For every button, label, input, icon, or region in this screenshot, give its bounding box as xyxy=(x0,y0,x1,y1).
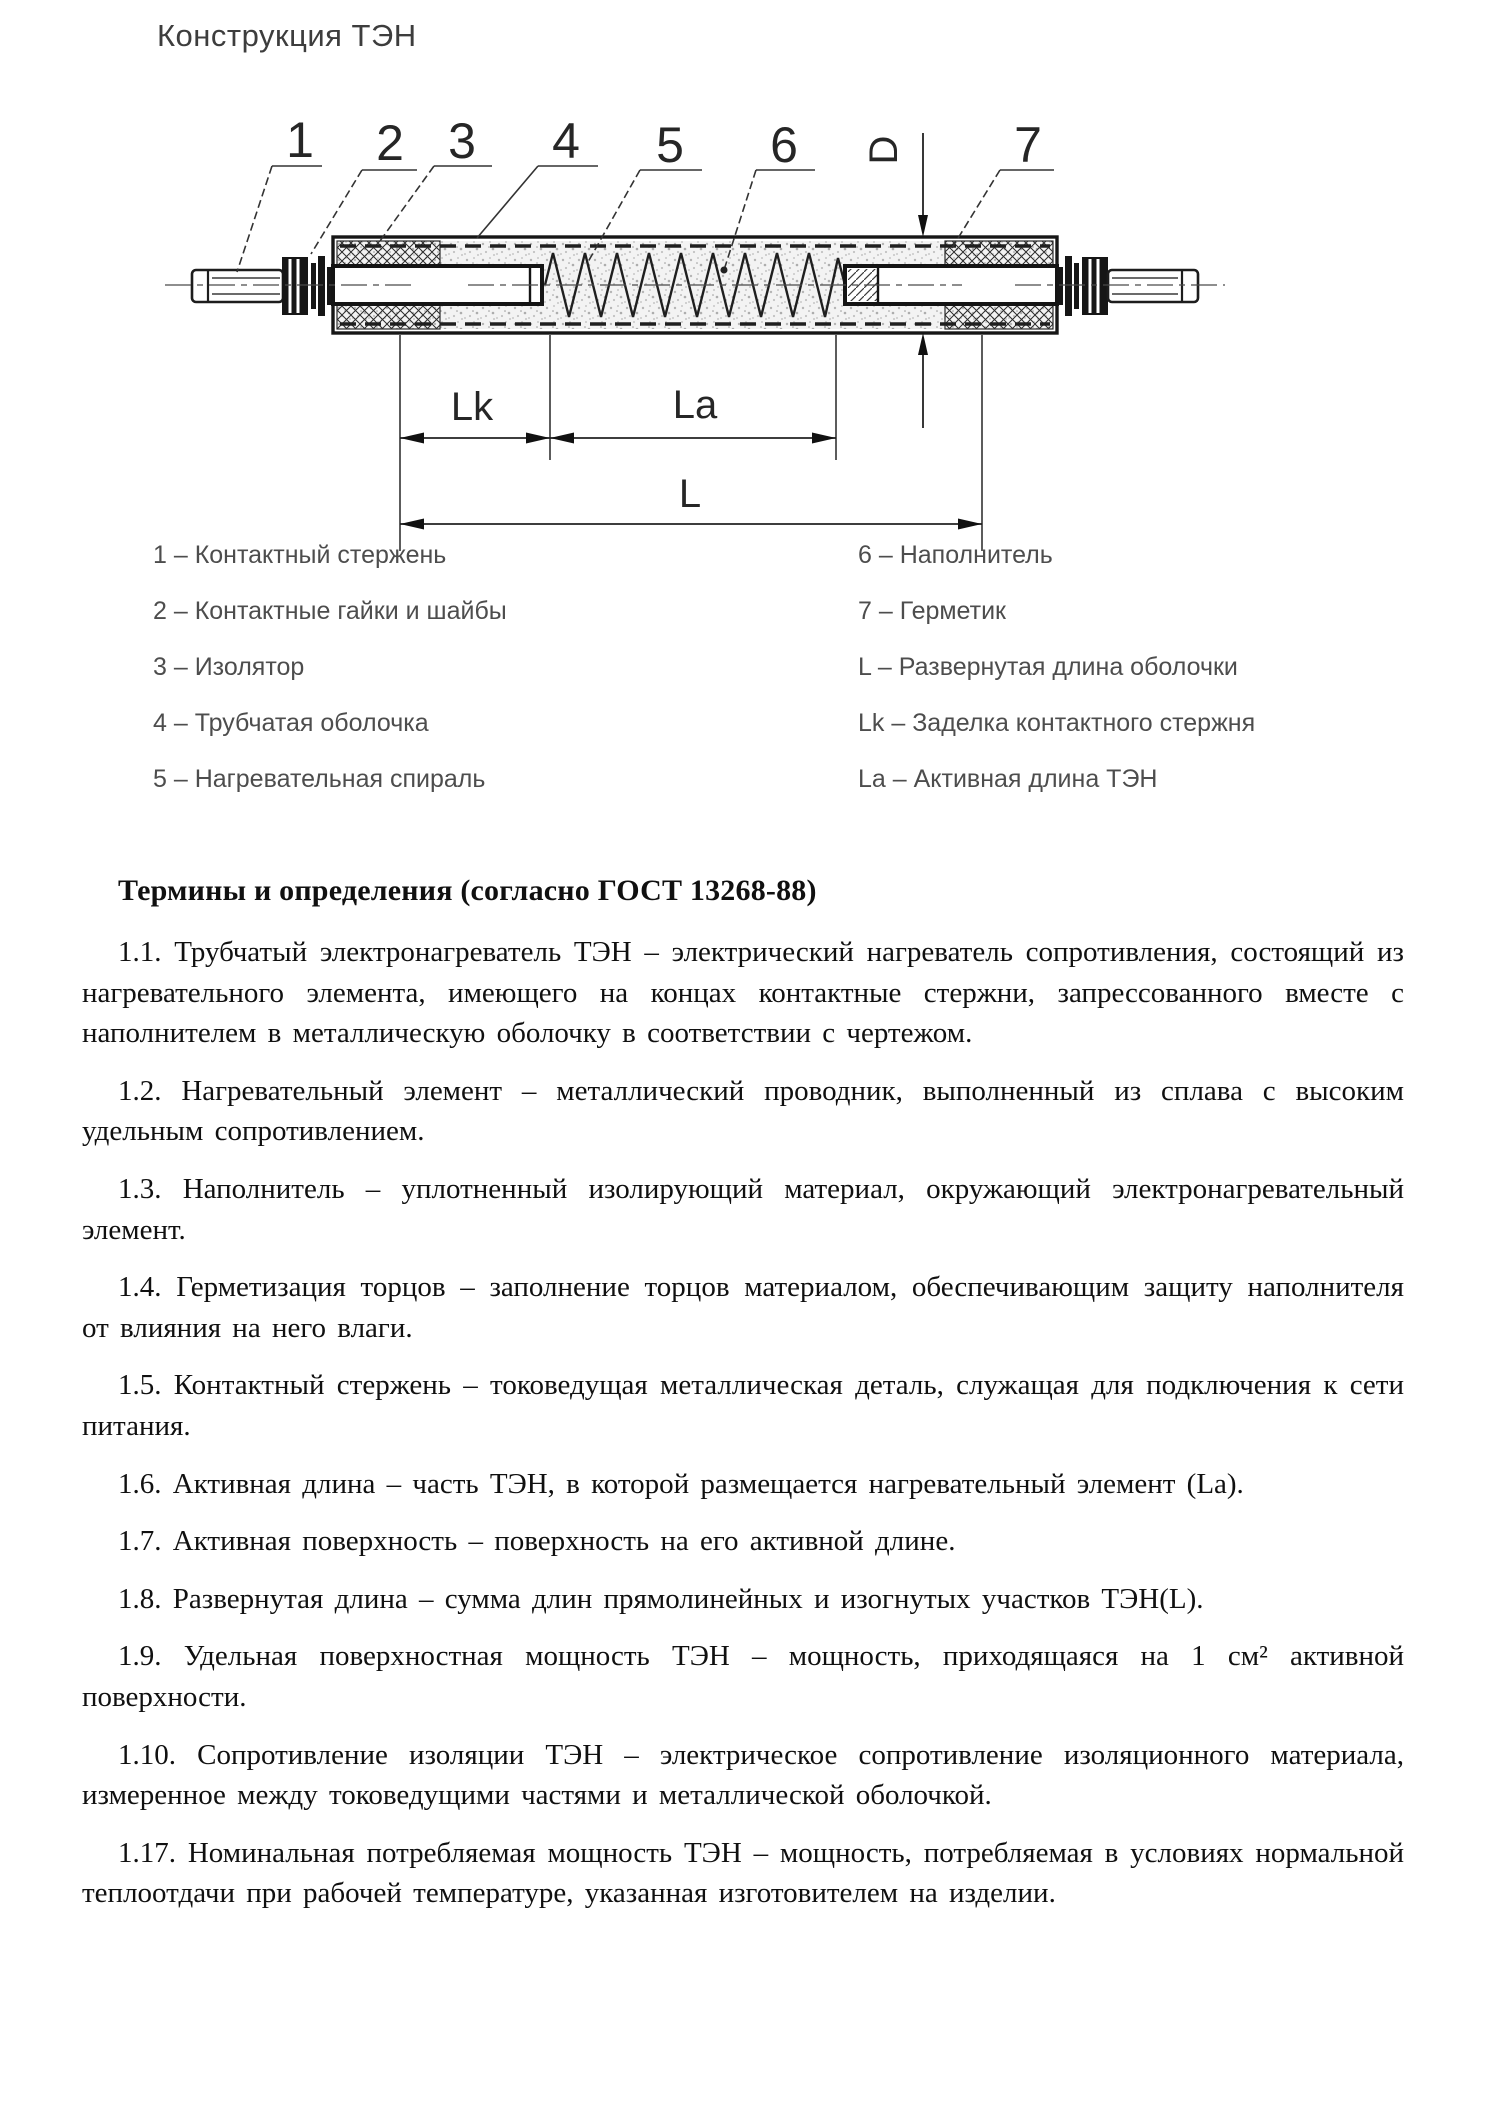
contact-nuts-left xyxy=(282,256,333,316)
term-paragraph-1-6: 1.6. Активная длина – часть ТЭН, в которой размещается нагревательный элемент (La). xyxy=(118,1467,1244,1500)
legend-item-L: L – Развернутая длина оболочки xyxy=(858,653,1238,681)
legend-item-4: 4 – Трубчатая оболочка xyxy=(153,709,429,737)
callout-3: 3 xyxy=(448,113,476,169)
callout-5: 5 xyxy=(656,117,684,173)
term-paragraph-1-2: 1.2. Нагревательный элемент – металлический проводник, выполненный из сплава с высоким удельным сопротивлением. xyxy=(82,1074,1404,1148)
legend-item-La: La – Активная длина ТЭН xyxy=(858,765,1158,793)
dimension-lk xyxy=(400,385,550,444)
leader-dot-6 xyxy=(721,267,728,274)
legend-item-2: 2 – Контактные гайки и шайбы xyxy=(153,597,507,625)
term-paragraph-1-5: 1.5. Контактный стержень – токоведущая металлическая деталь, служащая для подключения к сети питания. xyxy=(82,1369,1404,1442)
legend-item-5: 5 – Нагревательная спираль xyxy=(153,765,486,793)
term-paragraph-1-3: 1.3. Наполнитель – уплотненный изолирующий материал, окружающий электронагревательный элемент. xyxy=(82,1172,1404,1246)
diameter-label: D xyxy=(862,135,906,165)
la-label: La xyxy=(672,383,718,427)
term-paragraph-1-10: 1.10. Сопротивление изоляции ТЭН – электрическое сопротивление изоляционного материала, измеренное между токоведущими частями и металлической оболочкой. xyxy=(82,1738,1404,1812)
legend-item-Lk: Lk – Заделка контактного стержня xyxy=(858,709,1256,737)
term-paragraph-1-9: 1.9. Удельная поверхностная мощность ТЭН – мощность, приходящаяся на 1 см² активной поверхности. xyxy=(82,1640,1404,1713)
ten-drawing-container xyxy=(150,95,1270,565)
term-paragraph-1-7: 1.7. Активная поверхность – поверхность на его активной длине. xyxy=(118,1525,956,1558)
ten-construction-drawing xyxy=(150,95,1270,565)
terms-section xyxy=(82,874,1404,1931)
legend-item-1: 1 – Контактный стержень xyxy=(153,541,447,569)
dimension-la xyxy=(550,383,836,444)
legend-item-7: 7 – Герметик xyxy=(858,597,1006,625)
callout-4: 4 xyxy=(552,113,580,169)
callout-6: 6 xyxy=(770,117,798,173)
terms-heading: Термины и определения (согласно ГОСТ 13268-88) xyxy=(118,874,817,907)
contact-rod-left xyxy=(192,270,283,302)
callout-1: 1 xyxy=(286,112,314,168)
dimension-l xyxy=(400,472,982,530)
legend-item-6: 6 – Наполнитель xyxy=(858,541,1053,569)
l-label: L xyxy=(678,472,702,516)
callout-7: 7 xyxy=(1014,117,1042,173)
term-paragraph-1-17: 1.17. Номинальная потребляемая мощность ТЭН – мощность, потребляемая в условиях нормальной теплоотдачи при рабочей температуре, указанная изготовителем на изделии. xyxy=(82,1836,1404,1910)
extension-lines xyxy=(400,335,982,551)
legend-item-3: 3 – Изолятор xyxy=(153,653,305,681)
term-paragraph-1-4: 1.4. Герметизация торцов – заполнение торцов материалом, обеспечивающим защиту наполнителя от влияния на него влаги. xyxy=(82,1271,1404,1344)
term-paragraph-1-8: 1.8. Развернутая длина – сумма длин прямолинейных и изогнутых участков ТЭН(L). xyxy=(118,1582,1204,1615)
term-paragraph-1-1: 1.1. Трубчатый электронагреватель ТЭН – электрический нагреватель сопротивления, состоящий из нагревательного элемента, имеющего на концах контактные стержни, запрессованного вместе с наполнителем в металлическую оболочку в соответствии с чертежом. xyxy=(82,936,1404,1050)
lk-label: Lk xyxy=(450,385,494,429)
page-title: Конструкция ТЭН xyxy=(157,18,417,53)
callout-2: 2 xyxy=(376,115,404,171)
contact-rod-right xyxy=(1108,270,1198,302)
contact-nuts-right xyxy=(1057,256,1108,316)
